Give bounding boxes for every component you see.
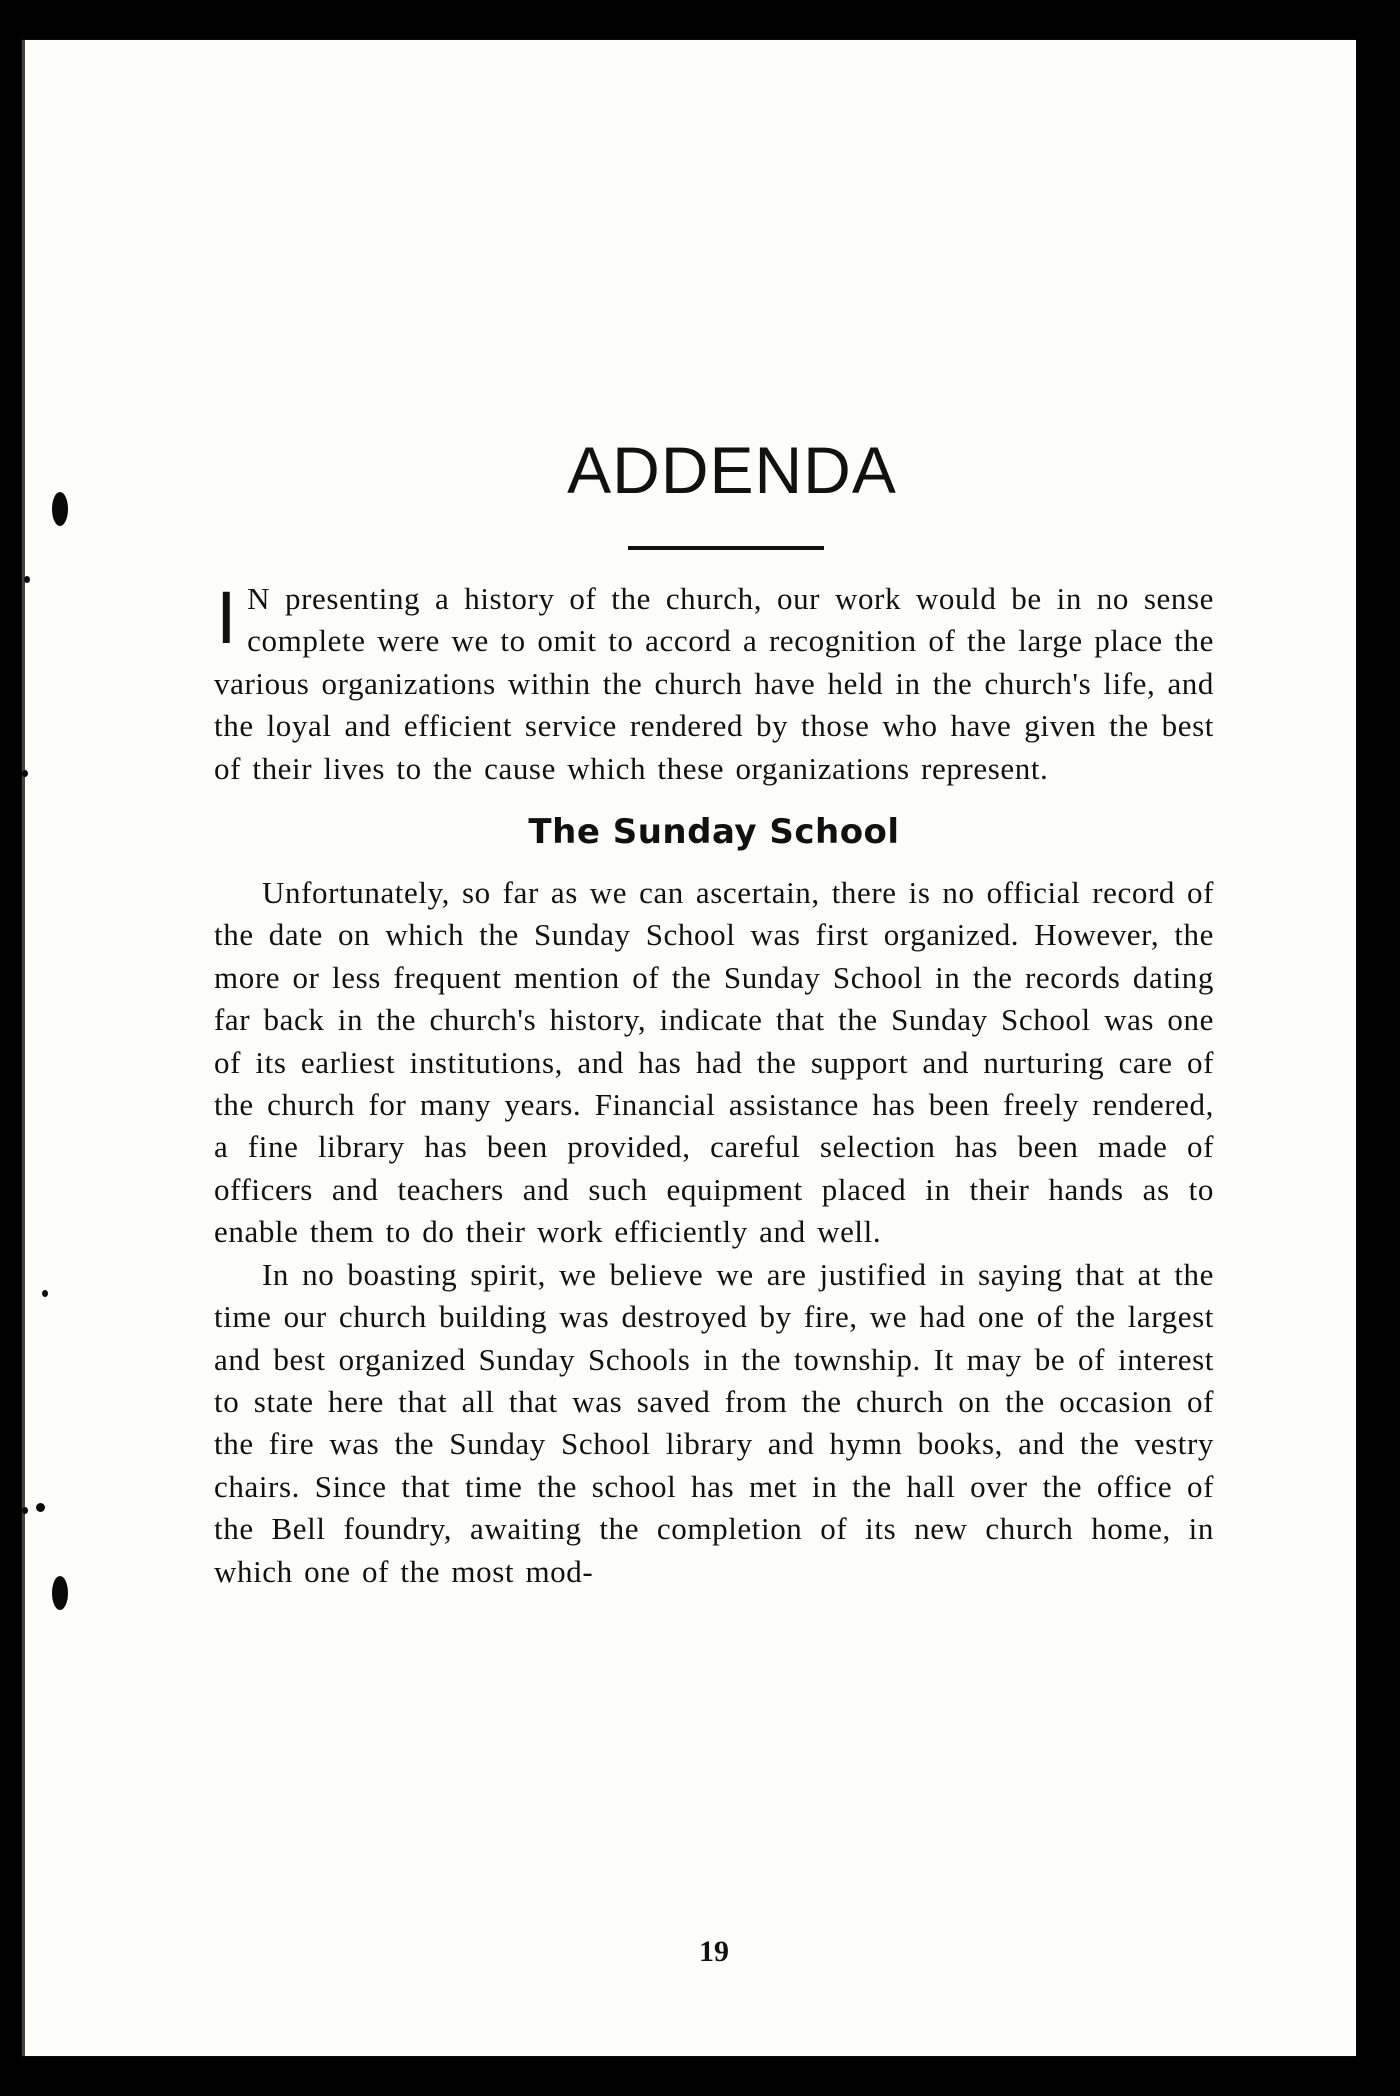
page-number: 19	[699, 1935, 729, 1968]
page-content	[214, 430, 1214, 1968]
section-heading: The Sunday School	[528, 812, 900, 853]
body-paragraph: In no boasting spirit, we believe we are justified in saying that at the time our church building was destroyed by fire, we had one of the largest and best organized Sunday Schools in the township. It may be of interest to state here that all that was saved from the church on the occasion of the fire was the Sunday School library and hymn books, and the vestry chairs. Since that time the school has met in the hall over the office of the Bell foundry, awaiting the completion of its new church home, in which one of the most mod-	[214, 1256, 1214, 1589]
binding-speck	[22, 770, 28, 777]
book-page	[22, 40, 1356, 2056]
drop-cap: I	[216, 576, 238, 659]
body-paragraph: Unfortunately, so far as we can ascertain, there is no official record of the date on which the Sunday School was first organized. However, the more or less frequent mention of the Sunday School in the records dating far back in the church's history, indicate that the Sunday School was one of its earliest institutions, and has had the support and nurturing care of the church for many years. Financial assistance has been freely rendered, a fine library has been provided, careful selection has been made of officers and teachers and such equipment placed in their hands as to enable them to do their work efficiently and well.	[214, 875, 1214, 1250]
binding-speck	[22, 1507, 28, 1514]
page-edge-mark	[22, 40, 25, 2056]
binding-speck	[36, 1503, 45, 1512]
binding-speck	[42, 1290, 48, 1297]
binding-speck	[24, 576, 30, 583]
title-divider	[628, 546, 824, 550]
intro-paragraph	[214, 578, 1214, 790]
binding-hole-bottom	[52, 1576, 68, 1610]
intro-text: N presenting a history of the church, our work would be in no sense complete were we to omit to accord a recognition of the large place the various organizations within the church have held in the church's life, and the loyal and efficient service rendered by those who have given the best of their lives to the cause which these organizations represent.	[214, 581, 1214, 786]
binding-hole-top	[52, 492, 68, 526]
page-title: ADDENDA	[567, 433, 897, 507]
